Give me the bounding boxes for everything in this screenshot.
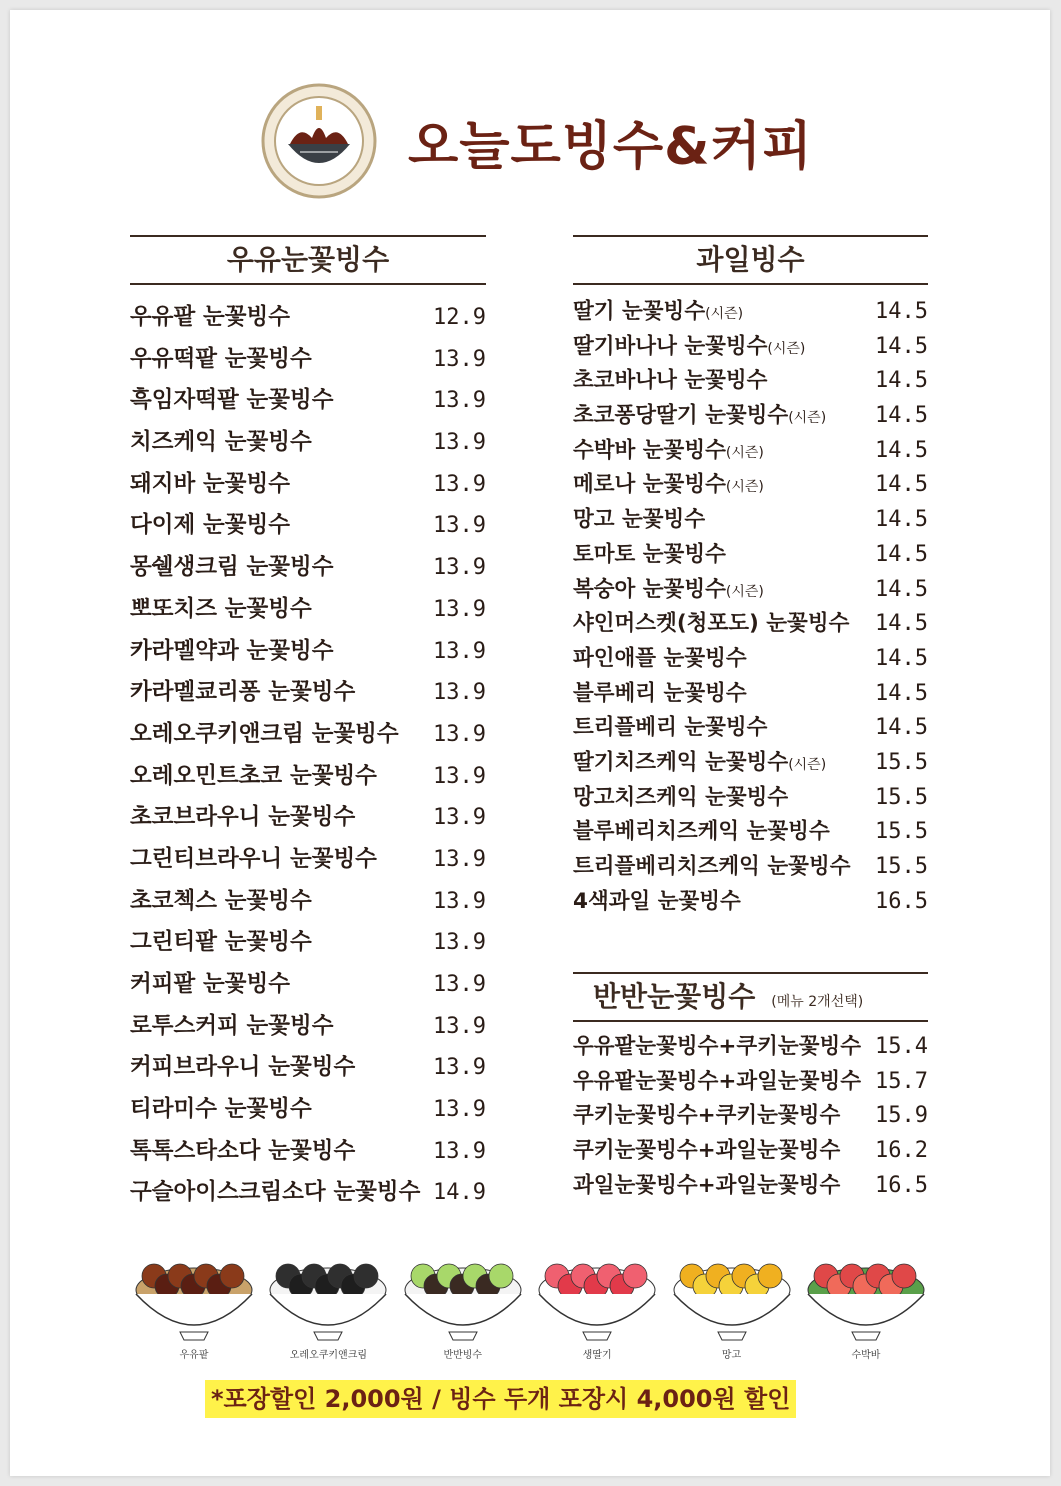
menu-item [130,714,486,756]
menu-item [573,642,928,677]
menu-item-label [130,922,312,964]
menu-item-name: 다이제 눈꽃빙수 [130,512,290,539]
takeout-discount-notice: *포장할인 2,000원 / 빙수 두개 포장시 4,000원 할인 [205,1380,796,1418]
menu-item-price: 13.9 [433,388,486,414]
bowl-label: 수박바 [851,1350,881,1361]
fruit-menu-list [573,295,928,919]
bingsu-bowl [264,1238,392,1368]
menu-item-price: 13.9 [433,972,486,997]
menu-item [573,468,928,503]
menu-item-name: 망고치즈케익 눈꽃빙수 [573,784,789,810]
menu-item [130,964,486,1006]
menu-item-name: 망고 눈꽃빙수 [573,507,706,533]
menu-item-label [130,464,290,506]
menu-item-label [130,339,312,381]
menu-item-price: 15.7 [875,1068,928,1094]
bowl-icon [264,1238,392,1343]
menu-item-name: 트리플베리치즈케익 눈꽃빙수 [573,854,851,879]
menu-item-label [130,839,377,881]
menu-item-label [573,1169,840,1204]
menu-item-price: 13.9 [433,471,486,497]
menu-item-price: 13.9 [433,721,486,747]
bingsu-bowl [130,1238,258,1368]
menu-item-label [573,815,830,852]
menu-item-price: 14.5 [875,541,928,567]
milk-menu-list [130,297,486,1214]
menu-item-price: 15.5 [875,749,928,775]
menu-item-price: 16.2 [875,1138,928,1164]
bowl-label: 반반빙수 [443,1350,483,1361]
menu-item-price: 15.5 [875,854,928,879]
menu-item-name: 블루베리치즈케익 눈꽃빙수 [573,819,830,845]
menu-item [130,1047,486,1089]
menu-item [573,503,928,538]
section-title-milk: 우유눈꽃빙수 [130,235,486,285]
menu-item-label [573,607,849,644]
bingsu-bowl [399,1238,527,1368]
menu-item-price: 15.4 [875,1034,928,1059]
menu-item-price: 13.9 [433,805,486,831]
menu-item [130,631,486,673]
menu-item-label [573,573,764,610]
menu-item-label [130,797,355,839]
menu-item [130,756,486,798]
menu-item-label [573,1065,861,1100]
menu-item-name: 우유떡팥 눈꽃빙수 [130,345,312,372]
menu-item-name: 구슬아이스크림소다 눈꽃빙수 [130,1179,421,1206]
menu-item-name: 우유팥 눈꽃빙수 [130,304,290,330]
menu-item-price: 14.5 [875,576,928,602]
menu-item-name: 몽쉘생크림 눈꽃빙수 [130,554,334,581]
section-title-fruit: 과일빙수 [573,235,928,285]
menu-item [130,505,486,547]
menu-item-price: 14.5 [875,299,928,324]
menu-item-price: 13.9 [433,680,486,706]
menu-item-label [573,364,767,401]
menu-item-note: (시즌) [725,583,764,600]
menu-item-label [573,746,826,783]
menu-item-price: 14.5 [875,507,928,533]
menu-item-name: 돼지바 눈꽃빙수 [130,470,290,497]
menu-item-label [573,434,764,471]
menu-item-label [573,1030,861,1065]
menu-item [130,922,486,964]
menu-item [130,380,486,422]
menu-item [573,364,928,399]
header [260,82,860,202]
menu-item-label [573,295,743,332]
menu-item [573,1099,928,1134]
menu-item [573,815,928,850]
menu-page [10,10,1050,1476]
menu-item-label [573,677,747,714]
menu-item [130,1131,486,1173]
menu-item-label [573,781,788,818]
menu-item-label [130,1089,312,1131]
half-menu-list [573,1030,928,1203]
menu-item-price: 15.9 [875,1103,928,1129]
bowl-icon [130,1238,258,1343]
menu-item-label [130,672,355,714]
menu-item-name: 우유팥눈꽃빙수+쿠키눈꽃빙수 [573,1034,862,1059]
menu-item [130,797,486,839]
menu-item-label [573,642,747,679]
menu-item-name: 샤인머스켓(청포도) 눈꽃빙수 [573,611,850,637]
menu-item-name: 수박바 눈꽃빙수 [573,437,726,463]
menu-item [573,295,928,330]
menu-item [130,881,486,923]
menu-item-price: 14.5 [875,368,928,394]
menu-item-label [130,1172,420,1214]
menu-item-name: 우유팥눈꽃빙수+과일눈꽃빙수 [573,1068,862,1094]
menu-item-price: 13.9 [433,555,486,581]
menu-item [573,607,928,642]
bingsu-bowl [668,1238,796,1368]
brand-logo [260,82,378,200]
menu-item-name: 블루베리 눈꽃빙수 [573,680,747,706]
menu-item-price: 15.5 [875,784,928,810]
menu-item-price: 14.5 [875,645,928,671]
menu-item-label [130,881,312,923]
menu-item-name: 쿠키눈꽃빙수+과일눈꽃빙수 [573,1138,841,1164]
menu-item-note: (시즌) [725,444,764,461]
menu-item [130,1172,486,1214]
menu-item [130,297,486,339]
menu-item-price: 14.5 [875,680,928,706]
menu-item-label [130,422,312,464]
menu-item-price: 13.9 [433,430,486,456]
menu-item-price: 16.5 [875,1172,928,1198]
menu-item-name: 과일눈꽃빙수+과일눈꽃빙수 [573,1172,841,1198]
menu-item [573,746,928,781]
menu-item-price: 12.9 [433,305,486,330]
menu-item [573,1134,928,1169]
menu-item-label [130,1006,333,1048]
menu-item-label [573,538,726,575]
menu-item [573,1030,928,1065]
menu-item-name: 커피팥 눈꽃빙수 [130,971,290,997]
menu-item [573,1065,928,1100]
menu-item-name: 그린티팥 눈꽃빙수 [130,929,312,956]
bowl-icon [399,1238,527,1343]
menu-item-label [573,850,850,887]
menu-item-label [573,330,805,367]
menu-item-name: 톡톡스타소다 눈꽃빙수 [130,1137,356,1164]
bowl-icon [802,1238,930,1343]
bowl-label: 생딸기 [582,1350,612,1361]
menu-item-note: (시즌) [725,479,764,496]
menu-item-name: 커피브라우니 눈꽃빙수 [130,1054,356,1081]
menu-item-label [130,1131,355,1173]
menu-item-name: 딸기치즈케익 눈꽃빙수 [573,749,789,775]
menu-item-price: 16.5 [875,888,928,914]
menu-item-label [573,1099,840,1134]
menu-item [573,399,928,434]
menu-item [130,1006,486,1048]
menu-item-name: 초코퐁당딸기 눈꽃빙수 [573,403,789,429]
menu-item-price: 14.9 [433,1180,486,1206]
menu-item-name: 메로나 눈꽃빙수 [573,472,726,498]
menu-item-name: 4색과일 눈꽃빙수 [573,888,741,914]
menu-item [130,672,486,714]
menu-item-price: 13.9 [433,638,486,664]
menu-item-label [130,1047,355,1089]
menu-item-name: 로투스커피 눈꽃빙수 [130,1012,334,1039]
menu-item [130,839,486,881]
menu-item-name: 초코브라우니 눈꽃빙수 [130,804,356,831]
menu-item-note: (시즌) [705,306,744,322]
menu-item [130,422,486,464]
bingsu-bowl [533,1238,661,1368]
menu-item-name: 오레오쿠키앤크림 눈꽃빙수 [130,720,399,747]
menu-item-name: 딸기바나나 눈꽃빙수 [573,333,768,359]
menu-item-price: 14.5 [875,472,928,498]
menu-item [573,538,928,573]
bowl-icon [668,1238,796,1343]
menu-item [130,1089,486,1131]
menu-item [573,330,928,365]
menu-item [130,464,486,506]
menu-item-label [130,714,399,756]
menu-item-price: 14.5 [875,403,928,429]
menu-item-label [573,468,764,505]
bowl-label: 오레오쿠키앤크림 [289,1350,368,1361]
menu-item-name: 흑임자떡팥 눈꽃빙수 [130,387,334,414]
menu-item-name: 복숭아 눈꽃빙수 [573,576,726,602]
menu-item-name: 딸기 눈꽃빙수 [573,299,706,324]
menu-item-label [573,711,767,748]
menu-item-name: 카라멜쿄리퐁 눈꽃빙수 [130,679,356,706]
menu-item-price: 13.9 [433,513,486,539]
menu-item-label [130,589,312,631]
menu-item-note: (시즌) [767,340,806,357]
menu-item-label [130,505,290,547]
menu-item-label [130,756,377,798]
menu-item-note: (시즌) [788,756,827,773]
menu-item-name: 치즈케익 눈꽃빙수 [130,429,312,456]
menu-item-name: 쿠키눈꽃빙수+쿠키눈꽃빙수 [573,1103,841,1129]
menu-item-price: 14.5 [875,611,928,637]
menu-item-name: 그린티브라우니 눈꽃빙수 [130,845,377,872]
menu-item-note: (시즌) [788,410,827,427]
menu-item-price: 13.9 [433,1055,486,1081]
half-title: 반반눈꽃빙수 [593,980,756,1013]
menu-item-name: 초코바나나 눈꽃빙수 [573,368,768,394]
menu-item-name: 트리플베리 눈꽃빙수 [573,715,768,741]
brand-name: 오늘도빙수&커피 [408,117,813,177]
menu-item-name: 토마토 눈꽃빙수 [573,541,726,567]
half-subtitle: (메뉴 2개선택) [771,994,864,1010]
menu-item-label [130,964,290,1006]
menu-item-label [573,1134,840,1169]
bowl-icon [533,1238,661,1343]
menu-item-label [573,399,826,436]
menu-item-name: 오레오민트초코 눈꽃빙수 [130,762,377,789]
menu-item-label [130,631,333,673]
menu-item [573,677,928,712]
menu-item [573,1169,928,1204]
menu-item [573,781,928,816]
menu-item [130,547,486,589]
bingsu-illustrations [130,1238,930,1368]
menu-item-label [573,885,741,922]
section-title-half [573,972,928,1022]
menu-item [573,885,928,920]
menu-item [573,573,928,608]
menu-item [130,339,486,381]
menu-item-price: 13.9 [433,763,486,789]
menu-item-name: 뽀또치즈 눈꽃빙수 [130,595,312,622]
menu-item-price: 13.9 [433,1013,486,1039]
menu-item-label [573,503,705,540]
bowl-label: 우유팥 [179,1350,209,1361]
menu-item-name: 카라멜약과 눈꽃빙수 [130,637,334,664]
bingsu-bowl [802,1238,930,1368]
menu-item [130,589,486,631]
menu-item-price: 13.9 [433,346,486,372]
menu-item-price: 13.9 [433,1097,486,1123]
menu-item-price: 13.9 [433,846,486,872]
menu-item-name: 티라미수 눈꽃빙수 [130,1096,312,1123]
menu-item-label [130,380,333,422]
bowl-label: 망고 [721,1350,742,1361]
menu-item-price: 13.9 [433,596,486,622]
menu-item-price: 14.5 [875,715,928,741]
menu-item-price: 14.5 [875,437,928,463]
menu-item [573,850,928,885]
menu-item-label [130,297,290,339]
menu-item [573,711,928,746]
menu-item-price: 13.9 [433,1138,486,1164]
menu-item-name: 초코첵스 눈꽃빙수 [130,887,312,914]
menu-item-name: 파인애플 눈꽃빙수 [573,645,747,671]
menu-item [573,434,928,469]
menu-item-price: 14.5 [875,333,928,359]
menu-item-price: 15.5 [875,819,928,845]
menu-item-price: 13.9 [433,888,486,914]
menu-item-label [130,547,333,589]
menu-item-price: 13.9 [433,930,486,956]
